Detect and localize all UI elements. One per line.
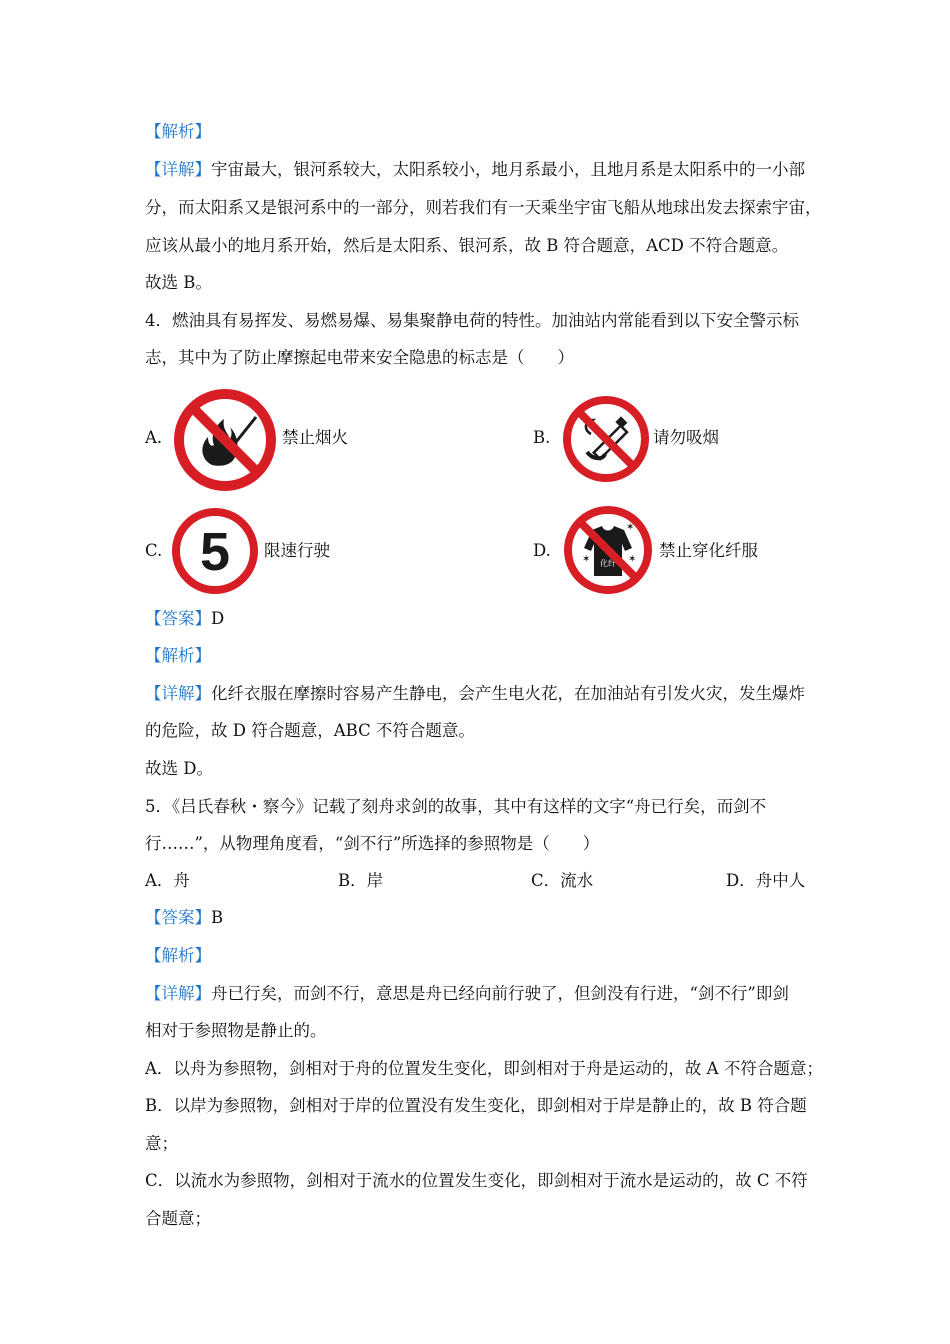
explanation-b-line-2: 意； [145,1134,178,1153]
speed-limit-icon [170,506,260,596]
analysis-heading-5: 【解析】 [145,946,211,965]
detail-5-line-2: 相对于参照物是静止的。 [145,1021,327,1040]
no-fire-icon [172,387,278,493]
explanation-c-line-2: 合题意； [145,1209,211,1228]
option-a-label: 禁止烟火 [282,428,348,447]
analysis-heading-4: 【解析】 [145,646,211,665]
explanation-a: A．以舟为参照物，剑相对于舟的位置发生变化，即剑相对于舟是运动的，故 A 不符合题意； [145,1059,823,1078]
q5-option-b: B．岸 [338,871,384,890]
option-b-letter: B. [533,428,551,447]
svg-text:✶: ✶ [626,522,635,533]
option-a-letter: A. [145,428,163,447]
q5-option-c: C．流水 [531,871,594,890]
garment-label: 化纤 [600,559,616,568]
detail-4-line-2: 的危险，故 D 符合题意，ABC 不符合题意。 [145,721,475,740]
no-synthetic-clothing-icon [562,504,654,596]
detail-4: 【详解】化纤衣服在摩擦时容易产生静电，会产生电火花，在加油站有引发火灾，发生爆炸 [145,684,805,703]
option-c-letter: C. [145,541,163,560]
conclusion-4: 故选 D。 [145,759,213,778]
question-4-stem: 4．燃油具有易挥发、易燃易爆、易集聚静电荷的特性。加油站内常能看到以下安全警示标 [145,311,799,330]
detail-5: 【详解】舟已行矣，而剑不行，意思是舟已经向前行驶了，但剑没有行进，“剑不行”即剑 [145,984,789,1003]
question-5-stem-line-2: 行……”，从物理角度看，“剑不行”所选择的参照物是（ ） [145,834,600,853]
option-b-label: 请勿吸烟 [653,428,719,447]
conclusion-text: 故选 B。 [145,273,212,292]
q5-option-a: A．舟 [145,871,190,890]
svg-text:✶: ✶ [582,554,591,565]
option-d-label: 禁止穿化纤服 [659,541,758,560]
explanation-b: B．以岸为参照物，剑相对于岸的位置没有发生变化，即剑相对于岸是静止的，故 B 符合题 [145,1096,807,1115]
svg-text:✶: ✶ [628,554,637,565]
option-c-label: 限速行驶 [264,541,330,560]
option-d-letter: D. [533,541,551,560]
question-4-stem-line-2: 志，其中为了防止摩擦起电带来安全隐患的标志是（ ） [145,348,574,367]
no-smoking-icon [561,394,651,484]
explanation-c: C．以流水为参照物，剑相对于流水的位置发生变化，即剑相对于流水是运动的，故 C 不符 [145,1171,808,1190]
q5-option-d: D．舟中人 [726,871,806,890]
answer-5: 【答案】B [145,908,224,927]
speed-limit-number: 5 [199,522,231,582]
question-5-stem: 5．《吕氏春秋・察今》记载了刻舟求剑的故事，其中有这样的文字“舟已行矣，而剑不 [145,797,767,816]
answer-4: 【答案】D [145,609,225,628]
detail-paragraph: 【详解】宇宙最大，银河系较大，太阳系较小，地月系最小，且地月系是太阳系中的一小部 [145,160,805,179]
detail-paragraph-line: 分，而太阳系又是银河系中的一部分，则若我们有一天乘坐宇宙飞船从地球出发去探索宇宙， [145,198,822,217]
detail-paragraph-line: 应该从最小的地月系开始，然后是太阳系、银河系，故 B 符合题意，ACD 不符合题意。 [145,236,789,255]
analysis-heading: 【解析】 [145,122,211,141]
